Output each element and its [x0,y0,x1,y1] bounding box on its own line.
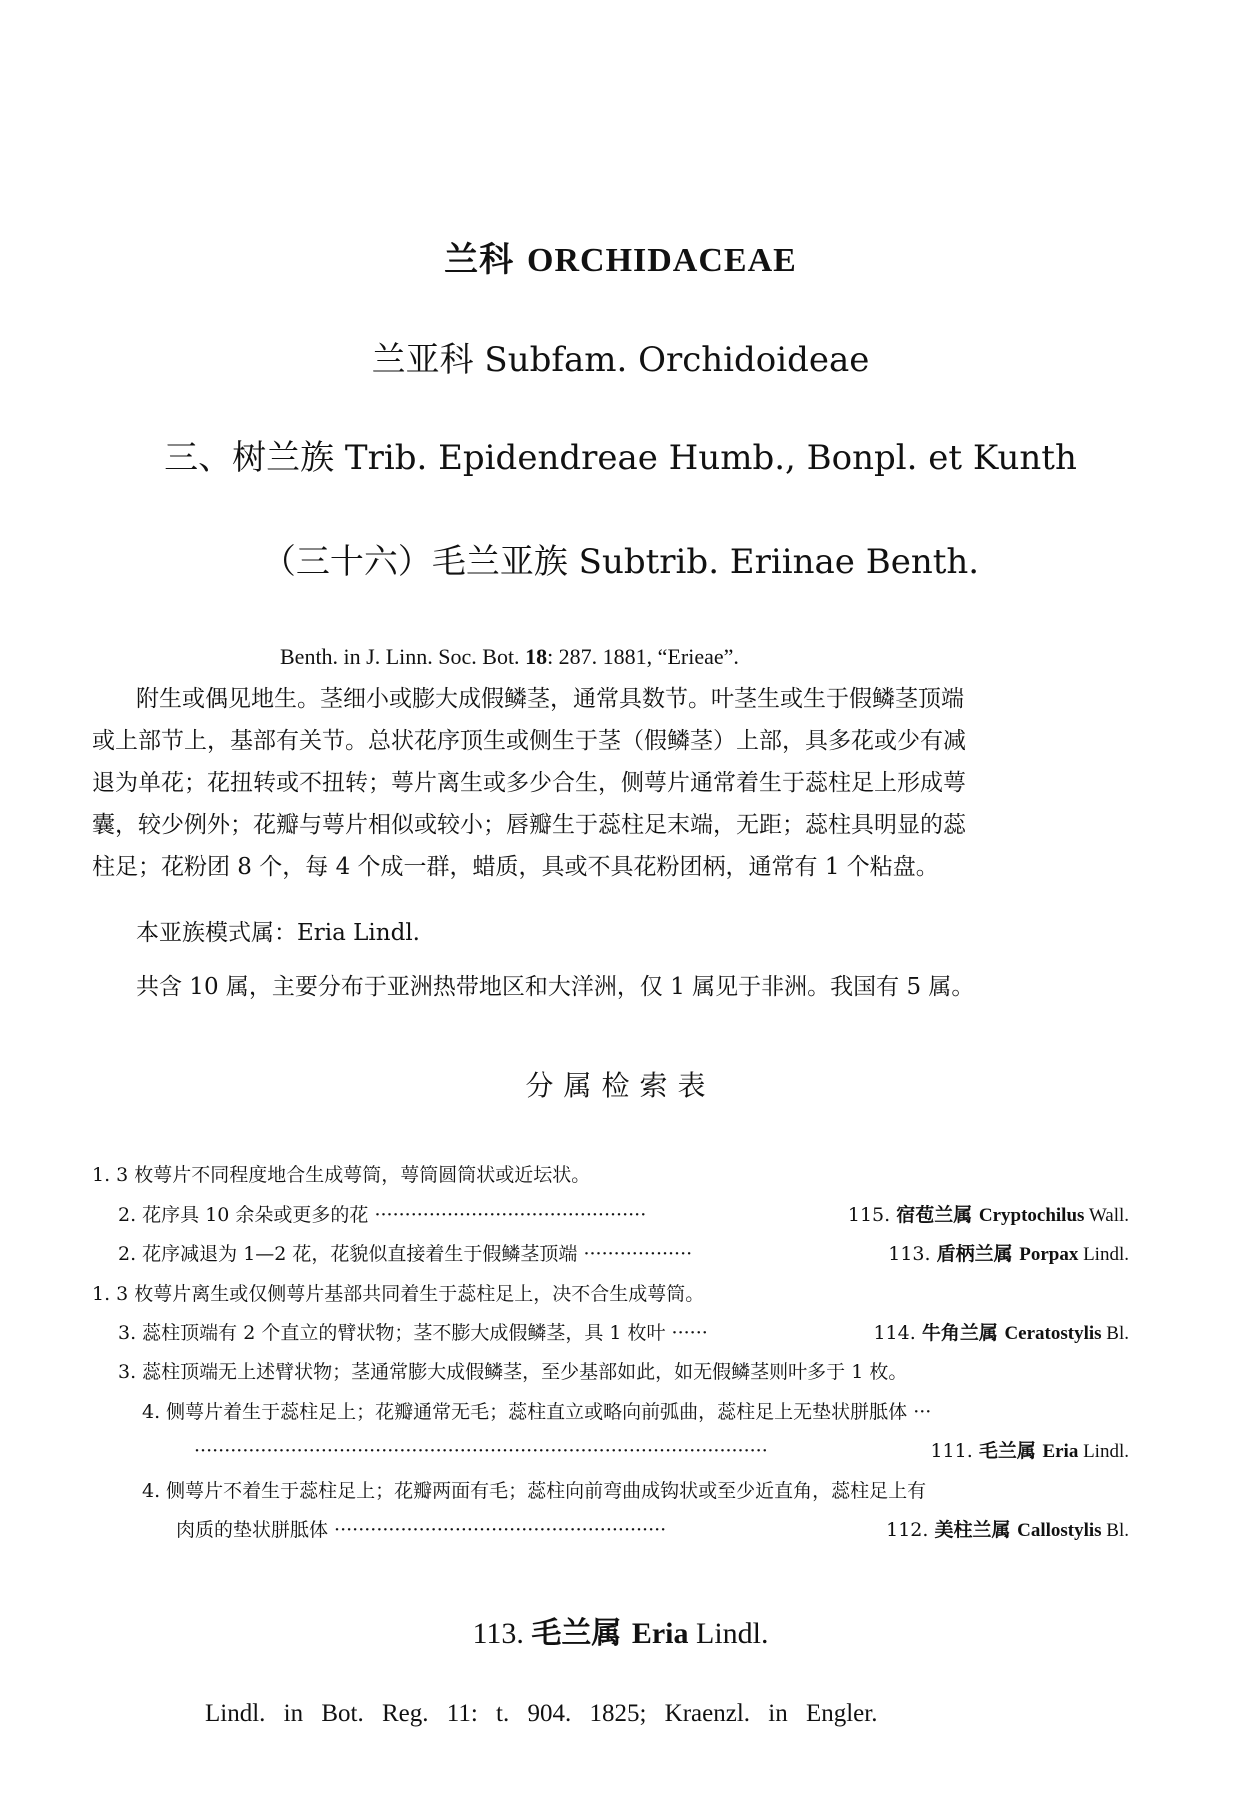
key-genus-cn: 盾柄兰属 [936,1243,1020,1265]
key-row-5 [118,1320,1185,1346]
key-row-6 [118,1359,907,1385]
key-genus-author: Bl. [1101,1520,1129,1541]
citation-pre: Benth. in J. Linn. Soc. Bot. [280,644,526,669]
key-row-text: 1. 3 枚萼片离生或仅侧萼片基部共同着生于蕊柱足上，决不合生成萼筒。 [92,1283,705,1305]
key-genus-latin: Porpax [1019,1244,1079,1265]
key-heading: 分属检索表 [525,1069,716,1102]
citation-post: : 287. 1881, “Erieae”. [547,644,739,669]
citation-volume: 18 [525,644,548,669]
genus-citation: Lindl. in Bot. Reg. 11: t. 904. 1825; Kraenzl. in Engler. [205,1700,878,1727]
key-genus-number: 113. [888,1243,937,1265]
key-genus-cn: 牛角兰属 [921,1322,1005,1344]
subtribe-heading: （三十六）毛兰亚族 Subtrib. Eriinae Benth. [261,542,980,582]
key-row-text: 3. 蕊柱顶端有 2 个直立的臂状物；茎不膨大成假鳞茎，具 1 枚叶 ······ [118,1322,708,1344]
family-name-cn: 兰科 [444,240,515,280]
key-row-9 [142,1478,926,1504]
key-genus-latin: Eria [1042,1441,1079,1462]
key-genus-latin: Ceratostylis [1004,1323,1102,1344]
key-genus-author: Wall. [1084,1205,1129,1226]
key-row-result [848,1202,1129,1229]
key-genus-cn: 毛兰属 [978,1440,1043,1462]
key-genus-number: 112. [886,1519,935,1541]
key-row-10 [176,1517,1185,1543]
key-genus-number: 111. [930,1440,979,1462]
key-row-2 [118,1202,1185,1228]
key-row-result [888,1241,1129,1268]
genus-number: 113. [472,1617,532,1650]
description-line-3: 退为单花；花扭转或不扭转；萼片离生或多少合生，侧萼片通常着生于蕊柱足上形成萼 [92,770,966,796]
key-genus-author: Bl. [1101,1323,1129,1344]
key-row-text: 肉质的垫状胼胝体 ······················································· [176,1519,667,1541]
key-genus-number: 114. [873,1322,922,1344]
description-line-1: 附生或偶见地生。茎细小或膨大成假鳞茎，通常具数节。叶茎生或生于假鳞茎顶端 [136,686,964,712]
genus-name-latin: Eria [631,1617,689,1650]
key-genus-number: 115. [847,1204,897,1226]
key-row-result [873,1320,1129,1347]
genus-name-cn: 毛兰属 [531,1616,632,1651]
key-genus-author: Lindl. [1078,1244,1129,1265]
key-genus-author: Lindl. [1078,1441,1129,1462]
subtribe-citation [280,644,739,670]
key-genus-latin: Cryptochilus [978,1205,1085,1226]
key-row-text: 4. 侧萼片不着生于蕊柱足上；花瓣两面有毛；蕊柱向前弯曲成钩状或至少近直角，蕊柱足上有 [142,1480,927,1502]
description-line-5: 柱足；花粉团 8 个，每 4 个成一群，蜡质，具或不具花粉团柄，通常有 1 个粘盘。 [92,854,939,880]
type-genus-line: 本亚族模式属：Eria Lindl. [136,920,420,946]
key-row-result [924,1438,1129,1464]
subfamily-heading: 兰亚科 Subfam. Orchidoideae [371,340,870,380]
key-row-3 [118,1241,1185,1267]
genus-heading [0,1608,1241,1652]
key-row-4 [92,1281,704,1307]
key-row-1 [92,1162,590,1188]
key-row-8 [194,1438,1185,1464]
description-line-2: 或上部节上，基部有关节。总状花序顶生或侧生于茎（假鳞茎）上部，具多花或少有减 [92,728,966,754]
key-row-text: 1. 3 枚萼片不同程度地合生成萼筒，萼筒圆筒状或近坛状。 [92,1164,591,1186]
key-genus-cn: 美柱兰属 [934,1519,1018,1541]
key-genus-latin: Callostylis [1017,1520,1102,1541]
key-row-text: 2. 花序减退为 1—2 花，花貌似直接着生于假鳞茎顶端 ·················· [118,1243,693,1265]
key-row-text: 3. 蕊柱顶端无上述臂状物；茎通常膨大成假鳞茎，至少基部如此，如无假鳞茎则叶多于 1 枚。 [118,1361,908,1383]
description-line-4: 囊，较少例外；花瓣与萼片相似或较小；唇瓣生于蕊柱足末端，无距；蕊柱具明显的蕊 [92,812,966,838]
genus-author: Lindl. [688,1617,769,1650]
key-row-text: 4. 侧萼片着生于蕊柱足上；花瓣通常无毛；蕊柱直立或略向前弧曲，蕊柱足上无垫状胼胝体 ··· [142,1401,932,1423]
key-genus-cn: 宿苞兰属 [896,1204,979,1226]
family-name-latin: ORCHIDACEAE [527,242,797,279]
family-title [0,232,1241,281]
key-row-text: ······························································································· [194,1440,768,1462]
key-row-result [886,1517,1129,1544]
key-row-7 [142,1399,931,1425]
key-row-text: 2. 花序具 10 余朵或更多的花 ············································· [118,1204,647,1226]
distribution-line: 共含 10 属，主要分布于亚洲热带地区和大洋洲，仅 1 属见于非洲。我国有 5 属。 [136,974,975,1000]
tribe-heading: 三、树兰族 Trib. Epidendreae Humb., Bonpl. et Kunth [164,438,1077,478]
